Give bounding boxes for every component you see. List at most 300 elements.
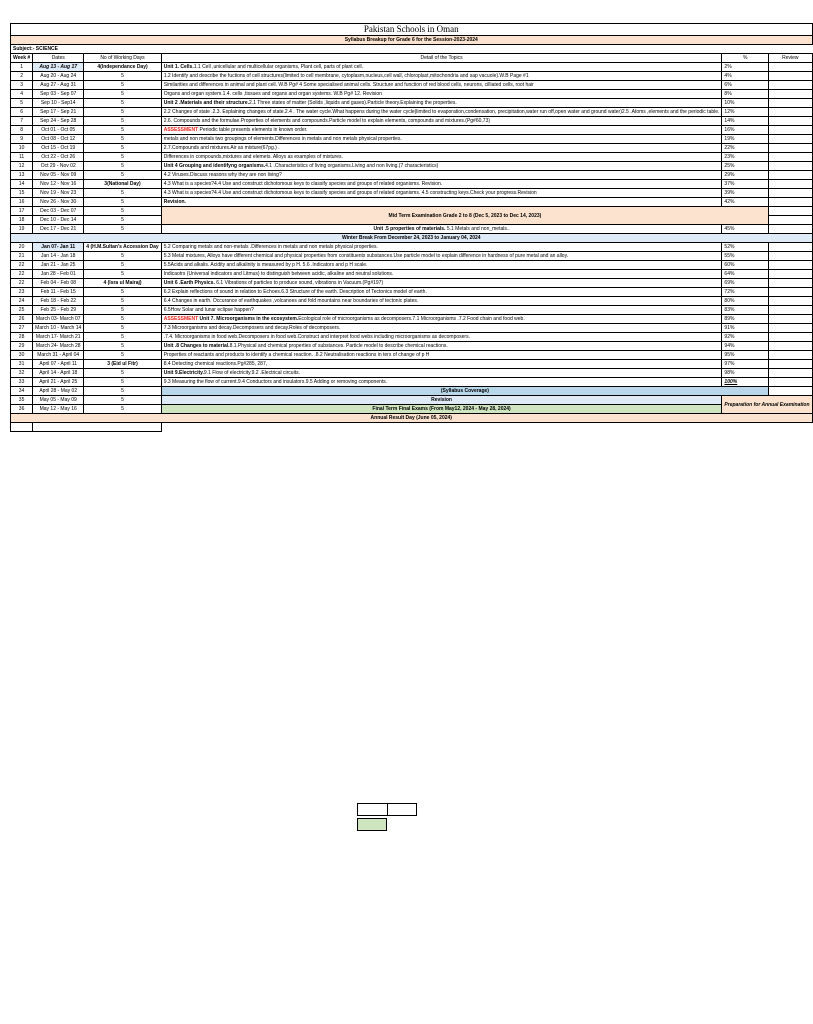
dates-cell: Oct 08 - Oct 12 [33,135,84,144]
review-cell [769,81,812,90]
review-cell [769,261,812,270]
working-days-cell: 5 [84,387,161,396]
topic-text: 6.2 Explain reflections of sound in relation to Echoes.6.3 Structure of the earth. Description of Tectonics model of earth. [163,289,427,295]
dates-cell: March 17- March 21 [33,333,84,342]
detail-cell [161,333,722,342]
detail-cell [161,297,722,306]
review-cell [769,324,812,333]
review-cell [769,288,812,297]
dates-cell: Nov 26 - Nov 30 [33,198,84,207]
winter-break-banner: Winter Break From December 24, 2023 to January 04, 2024 [11,234,813,243]
working-days-cell: 5 [84,315,161,324]
working-days-cell: 5 [84,117,161,126]
review-cell [769,162,812,171]
review-cell [769,117,812,126]
dates-cell: Jan 28 - Feb 01 [33,270,84,279]
week-cell: 31 [11,360,33,369]
working-days-cell: 5 [84,369,161,378]
review-cell [769,225,812,234]
detail-cell [161,180,722,189]
review-cell [769,216,812,225]
review-cell [769,369,812,378]
dates-cell: Nov 12 - Nov 16 [33,180,84,189]
detail-cell [161,135,722,144]
empty-cell [33,423,162,432]
header-detail: Detail of the Topics [161,54,722,63]
table-row [11,387,813,396]
table-row [11,405,813,414]
percent-cell: 72% [722,288,769,297]
table-row [11,342,813,351]
topic-text: Organs and organ system.1.4. cells ,tissues and organs and organ systems. W.B Pg# 12. Revision [163,91,382,97]
working-days-cell: 5 [84,144,161,153]
table-row [11,270,813,279]
unit-title: Unit 7. Microorganisms in the ecosystem. [198,316,299,322]
dates-cell: April 07 - April 11 [33,360,84,369]
blank-green-cell [357,818,387,831]
header-dates: Dates [33,54,84,63]
unit-title: Unit 4 Grouping and identifyng organisms. [163,163,266,169]
percent-cell: 42% [722,198,769,207]
topic-text: metals and non metals two groupings of elements.Differences in metals and non metals physical properties. [163,136,402,142]
detail-cell [161,81,722,90]
percent-cell: 2% [722,63,769,72]
syllabus-table [10,23,813,432]
empty-row [11,423,813,432]
topic-text: 2.2 Changes of state .2.3. Explaining changes of state.2.4 . The water cycle.What happens during the water cycle(limited to evaporation,condensation, precipitation,water run off,open water and ground water)2.5 .Atoms ,elements and the periodic table. [163,109,720,115]
percent-cell: 4% [722,72,769,81]
percent-cell: 23% [722,153,769,162]
topic-text: 4.3 What is a species?4.4 Use and construct dichotomous keys to classify species and groups of related organisms. 4.5 constructing keys.Check your progress.Revision [163,190,537,196]
review-cell [769,63,812,72]
week-cell: 21 [11,252,33,261]
topic-text: 5.5Acids and alkalis. Acidity and alkalinity is measured by p H. 5.6 .Indicators and p H scale. [163,262,368,268]
dates-cell: Dec 10 - Dec 14 [33,216,84,225]
working-days-cell: 5 [84,90,161,99]
review-cell [769,297,812,306]
detail-cell [161,153,722,162]
table-row [11,252,813,261]
dates-cell: May 05 - May 09 [33,396,84,405]
review-cell [769,342,812,351]
week-cell: 8 [11,126,33,135]
week-cell: 22 [11,279,33,288]
dates-cell: Sep 17 - Sep 21 [33,108,84,117]
dates-cell: Jan 21 - Jan 25 [33,261,84,270]
week-cell: 23 [11,288,33,297]
week-cell: 2 [11,72,33,81]
detail-cell [161,72,722,81]
dates-cell: Dec 17 - Dec 21 [33,225,84,234]
working-days-cell: 5 [84,342,161,351]
detail-cell [161,90,722,99]
working-days-cell: 5 [84,162,161,171]
percent-cell: 14% [722,117,769,126]
topic-text: 2.6. Compounds and the formulae.Properties of elements and compounds.Particle model to explain elements, compounds and mixtures.(Pg#60,73) [163,118,491,124]
working-days-cell: 5 [84,198,161,207]
week-cell: 22 [11,270,33,279]
empty-cell [161,423,812,432]
review-cell [769,189,812,198]
week-cell: 10 [11,144,33,153]
header-working-days: No of Working Days [84,54,161,63]
detail-cell [161,144,722,153]
percent-cell: 22% [722,144,769,153]
topic-text: 1.2 Identify and describe the fuctions of cell structures(limited to cell membrane, cytoplasm,nucleus,cell wall, chloroplast,mitochondria and sap vacuole).W.B Page #1 [163,73,529,79]
dates-cell: Oct 22 - Oct 26 [33,153,84,162]
syllabus-title-row [11,36,813,45]
detail-cell [161,198,722,207]
working-days-cell: 5 [84,126,161,135]
week-cell: 1 [11,63,33,72]
topic-text: 9.3 Measuring the flow of current.9.4 Conductors and insulators.9.5 Adding or removing components. [163,379,388,385]
working-days-cell: 5 [84,324,161,333]
week-cell: 29 [11,342,33,351]
review-cell [769,270,812,279]
week-cell: 3 [11,81,33,90]
review-cell [769,171,812,180]
table-row [11,72,813,81]
working-days-cell: 5 [84,252,161,261]
topic-text: 9.1 Flow of electricity.9.2 .Electrical circuits. [203,370,300,376]
table-row [11,297,813,306]
week-cell: 35 [11,396,33,405]
week-cell: 36 [11,405,33,414]
working-days-cell: 5 [84,81,161,90]
dates-cell: Nov 19 - Nov 23 [33,189,84,198]
detail-cell [161,126,722,135]
percent-cell: 16% [722,126,769,135]
percent-cell: 37% [722,180,769,189]
annual-prep-note: Preparation for Annual Examination [722,396,812,414]
week-cell: 4 [11,90,33,99]
detail-cell [161,351,722,360]
final-exam-banner: Final Term Final Exams (From May12, 2024 - May 28, 2024) [161,405,722,414]
detail-cell [161,324,722,333]
working-days-cell: 5 [84,225,161,234]
working-days-cell: 5 [84,171,161,180]
topic-text: Ecological role of microorganisms as decomposers.7.1 Microorganisms .7.2 Food chain and food web. [298,316,525,322]
dates-cell: Sep 03 - Sep 07 [33,90,84,99]
week-cell: 18 [11,216,33,225]
table-row [11,198,813,207]
detail-cell [161,63,722,72]
table-row [11,189,813,198]
working-days-cell: 5 [84,333,161,342]
topic-text: 1.1 Cell ,unicellular and multicellular organisms, Plant cell, parts of plant cell. [193,64,363,70]
dates-cell: Oct 15 - Oct 19 [33,144,84,153]
dates-cell: Sep 10 - Sep14 [33,99,84,108]
review-cell [769,207,812,216]
detail-cell [161,162,722,171]
detail-cell [161,378,722,387]
dates-cell: Jan 14 - Jan 18 [33,252,84,261]
percent-cell: 12% [722,108,769,117]
week-cell: 11 [11,153,33,162]
percent-cell: 83% [722,306,769,315]
week-cell: 14 [11,180,33,189]
week-cell: 7 [11,117,33,126]
revision-banner: Revision [161,396,722,405]
working-days-cell: 4 (Isra ul Mairaj) [84,279,161,288]
review-cell [769,153,812,162]
working-days-cell: 5 [84,396,161,405]
assessment-label: ASSESSMENT [163,316,199,322]
working-days-cell: 5 [84,207,161,216]
percent-cell: 94% [722,342,769,351]
week-cell: 28 [11,333,33,342]
working-days-cell: 3(National Day) [84,180,161,189]
dates-cell: April 14 - April 18 [33,369,84,378]
dates-cell: Sep 24 - Sep 28 [33,117,84,126]
topic-text: .7.4. Microorganisms in food web.Decomposers in food web.Construct and interpret food webs including microorganisms as decomposers. [163,334,470,340]
dates-cell: March 31 - April 04 [33,351,84,360]
table-row [11,243,813,252]
table-row [11,360,813,369]
review-cell [769,108,812,117]
review-cell [769,198,812,207]
working-days-cell: 5 [84,216,161,225]
syllabus-title: Syllabus Breakup for Grade 6 for the Session-2023-2024 [11,36,813,45]
topic-text: Differences in compounds,mixtures and elemets. Alloys as examples of mixtures. [163,154,343,160]
detail-cell [161,369,722,378]
detail-cell [161,171,722,180]
week-cell: 15 [11,189,33,198]
percent-cell: 64% [722,270,769,279]
percent-cell: 69% [722,279,769,288]
dates-cell: April 21 - April 25 [33,378,84,387]
topic-text: 6.5How Solar and lunar eclipse happen? [163,307,254,313]
review-cell [769,180,812,189]
dates-cell: Aug 13 - Aug 17 [33,63,84,72]
table-row [11,306,813,315]
review-cell [769,378,812,387]
topic-text: Indicaotrs (Universal indicators and Litmus) to distinguish between acidic, alkaline and neutral solutions. [163,271,394,277]
percent-cell: 80% [722,297,769,306]
dates-cell: Dec 03 - Dec 07 [33,207,84,216]
review-cell [769,315,812,324]
week-cell: 27 [11,324,33,333]
week-cell: 12 [11,162,33,171]
dates-cell: Feb 04 - Feb 08 [33,279,84,288]
dates-cell: Aug 20 - Aug 24 [33,72,84,81]
table-row [11,315,813,324]
review-cell [769,135,812,144]
unit-title: Unit 1. Cells. [163,64,194,70]
detail-cell [161,99,722,108]
review-cell [769,144,812,153]
working-days-cell: 5 [84,270,161,279]
header-percent: % [722,54,769,63]
working-days-cell: 3 (Eid ul Fitr) [84,360,161,369]
topic-text: 5.1 Metals and non_metals.. [445,226,510,232]
percent-cell: 6% [722,81,769,90]
percent-cell: 92% [722,333,769,342]
review-cell [769,360,812,369]
percent-cell: 55% [722,252,769,261]
dates-cell: Nov 05 - Nov 09 [33,171,84,180]
working-days-cell: 4(Independance Day) [84,63,161,72]
table-row [11,90,813,99]
table-row [11,225,813,234]
review-cell [769,306,812,315]
week-cell: 25 [11,306,33,315]
dates-cell: May 12 - May 16 [33,405,84,414]
percent-cell: 91% [722,324,769,333]
week-cell: 32 [11,369,33,378]
detail-cell [161,243,722,252]
review-cell [769,333,812,342]
review-cell [769,279,812,288]
dates-cell: Feb 18 - Feb 22 [33,297,84,306]
table-row [11,153,813,162]
week-cell: 6 [11,108,33,117]
table-row [11,180,813,189]
review-cell [769,243,812,252]
table-row [11,279,813,288]
topic-text: 5.3 Metal mixtures, Alloys have different chemical and physical properties from constituents substances.Use particle model to explain difference in hardness of pure metal and an alloy. [163,253,569,259]
unit-title: Unit .8 Changes to material. [163,343,230,349]
header-review: Review [769,54,812,63]
topic-text: 7.3 Microorganisms and decay.Decomposers and decay.Roles of decomposers. [163,325,341,331]
annual-result-row [11,414,813,423]
topic-text: 4.1 .Characteristics of living organisms.Living and non living.(7 characteristics) [265,163,439,169]
percent-cell: 60% [722,261,769,270]
table-row [11,108,813,117]
topic-text: 4.2 Viruses.Discuss reasons why they are non living? [163,172,282,178]
week-cell: 16 [11,198,33,207]
school-title-row [11,24,813,36]
week-cell: 9 [11,135,33,144]
week-cell: 30 [11,351,33,360]
dates-cell: Oct 29 - Nov 02 [33,162,84,171]
working-days-cell: 5 [84,99,161,108]
detail-cell [161,108,722,117]
table-row [11,324,813,333]
topic-text: 5.2 Comparing metals and non-metals .Differences in metals and non metals physical properties. [163,244,378,250]
table-row [11,81,813,90]
topic-text: 4.3 What is a species?4.4 Use and construct dichotomous keys to classify species and groups of related organisms. Revision. [163,181,443,187]
week-cell: 34 [11,387,33,396]
working-days-cell: 5 [84,72,161,81]
week-cell: 17 [11,207,33,216]
working-days-cell: 5 [84,405,161,414]
topic-text: 6.1 Vibrations of particles to produce sound, vibrations in Vacuum.(Pg#197) [214,280,384,286]
working-days-cell: 5 [84,351,161,360]
table-row [11,117,813,126]
table-row [11,333,813,342]
table-row [11,135,813,144]
working-days-cell: 5 [84,288,161,297]
working-days-cell: 5 [84,153,161,162]
percent-cell: 97% [722,360,769,369]
table-row [11,171,813,180]
dates-cell: Feb 25 - Feb 29 [33,306,84,315]
percent-cell: 45% [722,225,769,234]
dates-cell: April 28 - May 02 [33,387,84,396]
percent-cell: 100% [722,378,769,387]
working-days-cell: 5 [84,297,161,306]
percent-cell: 29% [722,171,769,180]
detail-cell [161,117,722,126]
table-row [11,378,813,387]
header-week: Week # [11,54,33,63]
annual-result-banner: Annual Result Day (June 05, 2024) [11,414,813,423]
week-cell: 33 [11,378,33,387]
unit-title: Unit .5 properties of materials. [373,226,446,232]
table-row [11,207,813,216]
percent-cell: 19% [722,135,769,144]
detail-cell [161,261,722,270]
table-row [11,162,813,171]
empty-cell [11,423,33,432]
header-row [11,54,813,63]
topic-text: Properties of reactants and products to identify a chemical reaction. .8.2 Neutralisation reactions in ters of change of p H [163,352,430,358]
week-cell: 22 [11,261,33,270]
percent-cell: 95% [722,351,769,360]
review-cell [769,351,812,360]
school-name: Pakistan Schools in Oman [11,24,813,36]
table-row [11,99,813,108]
week-cell: 5 [11,99,33,108]
unit-title: Unit 2 .Materials and their structure. [163,100,250,106]
table-row [11,261,813,270]
detail-cell [161,279,722,288]
week-cell: 13 [11,171,33,180]
table-row [11,63,813,72]
detail-cell [161,306,722,315]
topic-text: Similarities and differences in animal and plant cell. W.B Pg# 4 Some specialised animal cells. Structure and function of red blood cells, neurons, cilliated cells, root hair [163,82,534,88]
topic-text: 8.4 Detecting chemical reactions.Pg#285, 287, [163,361,268,367]
detail-cell [161,288,722,297]
table-row [11,396,813,405]
review-cell [769,90,812,99]
working-days-cell: 5 [84,189,161,198]
dates-cell: March 03- March 07 [33,315,84,324]
percent-cell: 25% [722,162,769,171]
topic-text: 6.4 Changes in earth. Occurance of earthquakes ,volcanoes and fold mountains near boundaries of tectonic plates. [163,298,419,304]
detail-cell [161,189,722,198]
review-cell [769,72,812,81]
working-days-cell: 5 [84,108,161,117]
detail-cell [161,342,722,351]
detail-cell [161,360,722,369]
table-row [11,144,813,153]
table-row [11,369,813,378]
working-days-cell: 5 [84,261,161,270]
percent-cell: 39% [722,189,769,198]
syllabus-coverage-banner: (Syllabus Coverage) [161,387,768,396]
week-cell: 26 [11,315,33,324]
percent-cell: 89% [722,315,769,324]
dates-cell: Feb 11 - Feb 15 [33,288,84,297]
dates-cell: Aug 27 - Aug 31 [33,81,84,90]
assessment-label: ASSESSMENT [163,127,199,133]
blank-cell-divider [387,803,388,815]
working-days-cell: 5 [84,378,161,387]
topic-text: 8.1.Physical and chemical properties of substances. Particle model to describe chemical reactions. [229,343,448,349]
dates-cell: Jan 07- Jan 11 [33,243,84,252]
unit-title: Unit 6 .Earth Physics. [163,280,215,286]
review-cell [769,99,812,108]
midterm-banner: Mid Term Examination Grade 2 to 8 (Dec 5, 2023 to Dec 14, 2023) [161,207,768,225]
winter-break-row [11,234,813,243]
percent-cell: 10% [722,99,769,108]
detail-cell [161,225,722,234]
subject-row [11,45,813,54]
week-cell: 19 [11,225,33,234]
week-cell: 24 [11,297,33,306]
